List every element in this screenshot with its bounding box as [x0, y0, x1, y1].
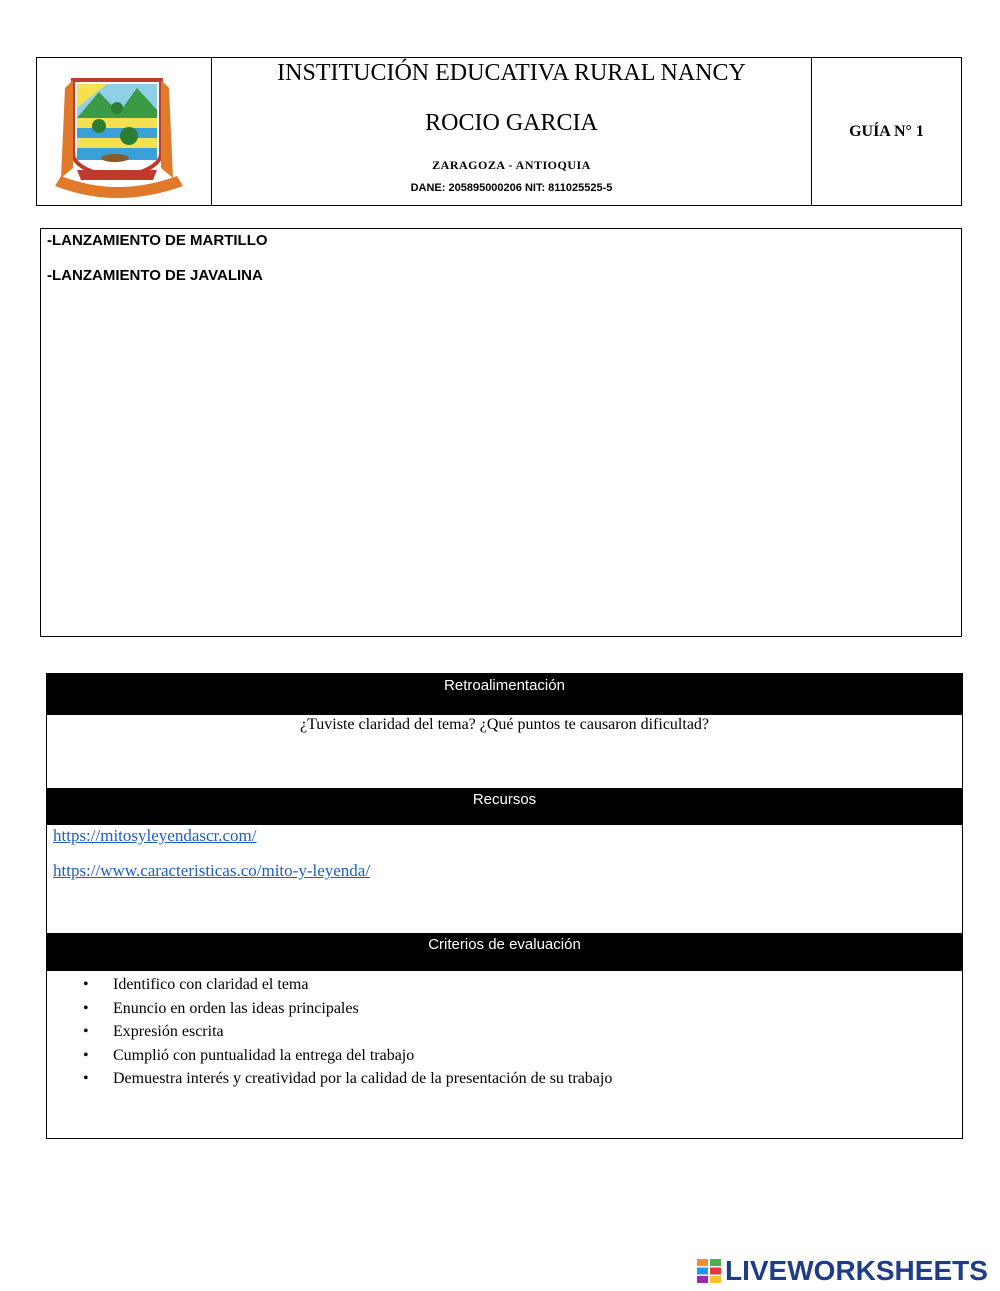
topic-item: -LANZAMIENTO DE JAVALINA — [47, 267, 263, 284]
criteria-item: • Enuncio en orden las ideas principales — [83, 997, 612, 1021]
guide-number-cell — [812, 58, 961, 205]
institution-name-line2: ROCIO GARCIA — [425, 110, 598, 136]
evaluation-table — [46, 673, 963, 1139]
liveworksheets-brand[interactable] — [697, 1254, 988, 1288]
criteria-item: • Identifico con claridad el tema — [83, 973, 612, 997]
resource-link[interactable]: https://www.caracteristicas.co/mito-y-leyenda/ — [53, 861, 371, 880]
guide-number: GUÍA N° 1 — [849, 122, 924, 140]
feedback-heading: Retroalimentación — [47, 674, 962, 715]
criteria-item: • Cumplió con puntualidad la entrega del trabajo — [83, 1044, 612, 1068]
school-crest-logo — [37, 58, 212, 205]
topic-item: -LANZAMIENTO DE MARTILLO — [47, 232, 268, 249]
feedback-question: ¿Tuviste claridad del tema? ¿Qué puntos te causaron dificultad? — [299, 716, 710, 733]
criteria-item: • Expresión escrita — [83, 1020, 612, 1044]
institution-info — [212, 58, 812, 205]
logo-cell — [37, 58, 212, 205]
brand-name: LIVEWORKSHEETS — [725, 1255, 988, 1286]
criteria-item: • Demuestra interés y creatividad por la calidad de la presentación de su trabajo — [83, 1067, 612, 1091]
resources-heading: Recursos — [47, 788, 962, 825]
liveworksheets-logo-icon — [697, 1259, 721, 1283]
criteria-list — [83, 973, 612, 1091]
resource-link[interactable]: https://mitosyleyendascr.com/ — [53, 826, 257, 845]
criteria-heading: Criterios de evaluación — [47, 933, 962, 971]
institution-location: ZARAGOZA - ANTIOQUIA — [432, 158, 591, 172]
topics-box — [40, 228, 962, 637]
institution-codes: DANE: 205895000206 NIT: 811025525-5 — [410, 182, 613, 194]
institution-name-line1: INSTITUCIÓN EDUCATIVA RURAL NANCY — [277, 60, 746, 86]
document-header — [36, 57, 962, 206]
